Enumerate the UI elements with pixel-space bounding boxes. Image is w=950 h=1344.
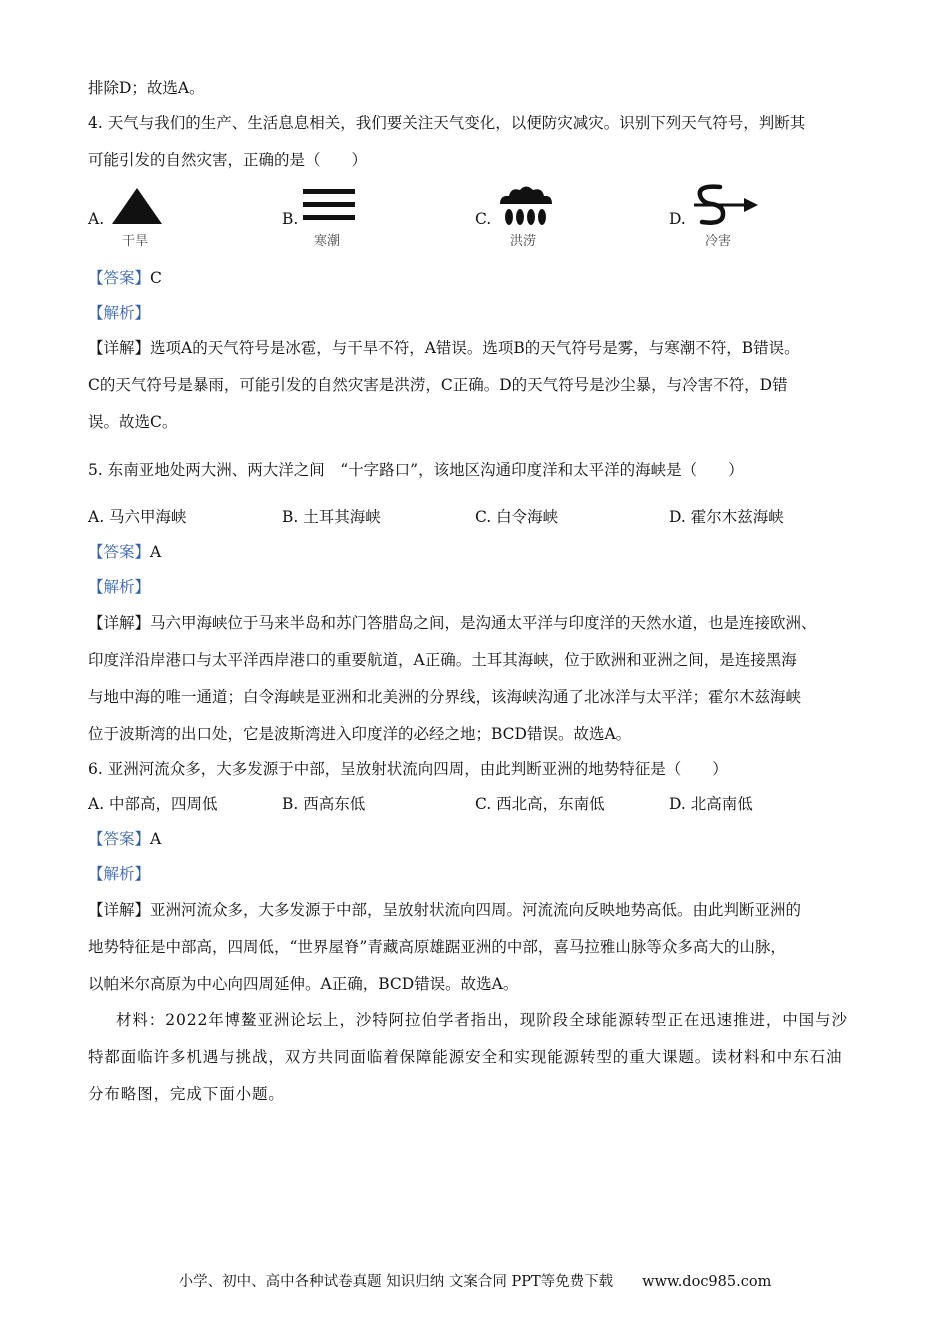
q6-analysis-tag: 【解析】 [88,865,151,883]
q4-stem-line1: 4. 天气与我们的生产、生活息息相关，我们要关注天气变化，以便防灾减灾。识别下列天气符号，判断其 [88,114,806,132]
page-footer: 小学、初中、高中各种试卷真题 知识归纳 文案合同 PPT等免费下载 www.doc985.com [178,1274,772,1290]
q6-detail-tag: 【详解】 [88,901,151,919]
q6-stem: 6. 亚洲河流众多，大多发源于中部，呈放射状流向四周，由此判断亚洲的地势特征是（ ） [88,760,728,778]
q6-answer-line [88,829,161,849]
q4-detail-tag: 【详解】 [88,339,151,357]
q4-detail-line2: C的天气符号是暴雨，可能引发的自然灾害是洪涝，C正确。D的天气符号是沙尘暴，与冷害不符，D错 [88,376,788,394]
sandstorm-arrow-icon [690,183,762,227]
q4-stem-line2: 可能引发的自然灾害，正确的是（ ） [88,151,368,169]
q5-detail-line1 [88,613,817,633]
q6-option-c: C. 西北高，东南低 [475,795,605,813]
q5-answer-line [88,542,161,562]
q4-detail-line1 [88,338,800,358]
q5-analysis-tag: 【解析】 [88,578,151,596]
q4-option-d-letter: D. [669,210,686,228]
q4-analysis-tag: 【解析】 [88,304,151,322]
q4-option-b-letter: B. [282,210,299,228]
q4-option-c-caption: 洪涝 [510,234,537,249]
q5-answer-value: A [150,543,162,561]
q4-option-a-caption: 干旱 [122,234,149,249]
q5-option-c: C. 白令海峡 [475,508,559,526]
q6-detail-line3: 以帕米尔高原为中心向四周延伸。A正确，BCD错误。故选A。 [88,975,519,993]
material-line2: 特都面临许多机遇与挑战，双方共同面临着保障能源安全和实现能源转型的重大课题。读材料和中东石油 [88,1048,843,1066]
q5-detail-tag: 【详解】 [88,614,151,632]
q6-detail-text1: 亚洲河流众多，大多发源于中部，呈放射状流向四周。河流流向反映地势高低。由此判断亚洲的 [150,901,802,919]
q5-option-a: A. 马六甲海峡 [88,508,187,526]
q6-answer-tag: 【答案】 [88,830,151,848]
q5-option-d: D. 霍尔木兹海峡 [669,508,784,526]
q4-option-d-caption: 冷害 [705,234,732,249]
q5-stem: 5. 东南亚地处两大洲、两大洋之间 “十字路口”，该地区沟通印度洋和太平洋的海峡是（ ） [88,461,744,479]
q4-answer-line [88,268,162,288]
q5-answer-tag: 【答案】 [88,543,151,561]
material-line3: 分布略图，完成下面小题。 [88,1085,285,1103]
q6-detail-line1 [88,900,801,920]
q5-detail-line4: 位于波斯湾的出口处，它是波斯湾进入印度洋的必经之地；BCD错误。故选A。 [88,725,632,743]
q4-detail-text1: 选项A的天气符号是冰雹，与干旱不符，A错误。选项B的天气符号是雾，与寒潮不符，B错误。 [150,339,800,357]
q4-answer-value: C [150,269,162,287]
material-line1: 材料：2022年博鳌亚洲论坛上，沙特阿拉伯学者指出，现阶段全球能源转型正在迅速推进，中国与沙 [116,1011,848,1029]
q6-option-d: D. 北高南低 [669,795,753,813]
q6-option-a: A. 中部高，四周低 [88,795,218,813]
q6-option-b: B. 西高东低 [282,795,366,813]
q4-detail-line3: 误。故选C。 [88,413,178,431]
q4-option-b-caption: 寒潮 [314,234,341,249]
q6-answer-value: A [150,830,162,848]
q5-option-b: B. 土耳其海峡 [282,508,381,526]
hail-triangle-icon [110,186,164,226]
q5-detail-line2: 印度洋沿岸港口与太平洋西岸港口的重要航道，A正确。土耳其海峡，位于欧洲和亚洲之间，是连接黑海 [88,651,797,669]
q4-option-a-letter: A. [88,210,105,228]
q5-detail-text1: 马六甲海峡位于马来半岛和苏门答腊岛之间，是沟通太平洋与印度洋的天然水道，也是连接欧洲、 [150,614,817,632]
q5-detail-line3: 与地中海的唯一通道；白令海峡是亚洲和北美洲的分界线，该海峡沟通了北冰洋与太平洋；霍尔木兹海峡 [88,688,802,706]
q4-answer-tag: 【答案】 [88,269,151,287]
rainstorm-cloud-icon [498,184,554,228]
q4-option-c-letter: C. [475,210,492,228]
fog-bars-icon [303,189,357,223]
q6-detail-line2: 地势特征是中部高，四周低，“世界屋脊”青藏高原雄踞亚洲的中部，喜马拉雅山脉等众多高大的山脉， [88,938,786,956]
intro-line: 排除D；故选A。 [88,79,205,97]
